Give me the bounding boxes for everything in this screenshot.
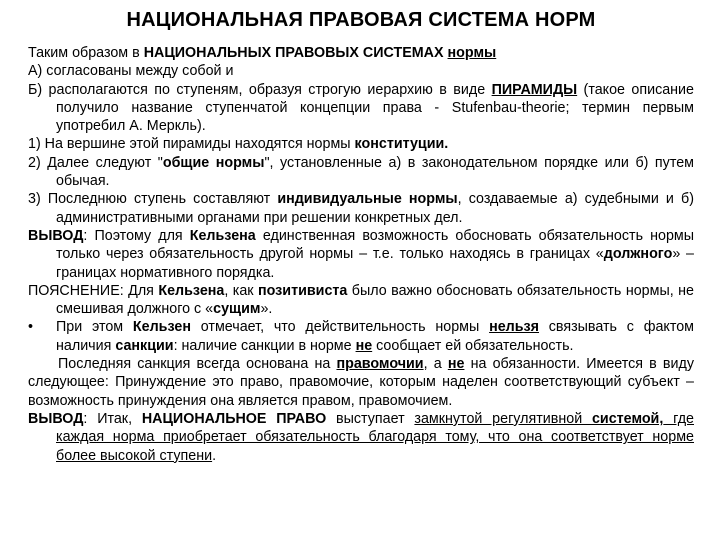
text-run: ", установленные а) в законодательном порядке или б) путем обычая. bbox=[56, 154, 694, 190]
paragraph bbox=[28, 410, 694, 465]
paragraph bbox=[28, 227, 694, 282]
text-run: 2) Далее следуют " bbox=[28, 154, 163, 171]
text-run: 3) Последнюю ступень составляют bbox=[28, 191, 278, 208]
text-run: индивидуальные нормы bbox=[277, 191, 458, 208]
bullet-paragraph bbox=[28, 318, 694, 355]
text-run: , а bbox=[423, 356, 448, 373]
text-run: ВЫВОД bbox=[28, 410, 84, 427]
text-run: правомочии bbox=[336, 356, 424, 373]
text-run: замкнутой регулятивной bbox=[414, 410, 592, 427]
text-run: НАЦИОНАЛЬНОЕ ПРАВО bbox=[141, 410, 327, 427]
text-run: должного bbox=[603, 246, 673, 263]
text-run: 1) На вершине этой пирамиды находятся нормы bbox=[28, 136, 355, 153]
paragraph bbox=[28, 190, 694, 227]
paragraph bbox=[28, 355, 694, 410]
text-run: Таким образом в bbox=[28, 45, 144, 61]
paragraph bbox=[28, 44, 694, 62]
text-run: санкции bbox=[115, 337, 174, 354]
text-run: конституции. bbox=[354, 136, 449, 153]
text-run: выступает bbox=[326, 410, 415, 427]
paragraph bbox=[28, 154, 694, 191]
bullet-icon: • bbox=[28, 319, 34, 336]
text-run: позитивиста bbox=[258, 282, 348, 299]
text-run: Кельзен bbox=[132, 319, 191, 336]
text-run: А) согласованы между собой и bbox=[28, 63, 234, 80]
text-run: При этом bbox=[56, 319, 133, 336]
paragraph bbox=[28, 135, 694, 153]
text-run: отмечает, что действительность нормы bbox=[190, 319, 490, 336]
text-run: не bbox=[447, 356, 465, 373]
text-run: : Поэтому для bbox=[83, 227, 190, 244]
text-run: , создаваемые а) судебными и б) административными органами при решении конкретных дел. bbox=[56, 191, 694, 226]
text-run: НАЦИОНАЛЬНЫХ ПРАВОВЫХ СИСТЕМАХ bbox=[143, 45, 444, 61]
slide-title: НАЦИОНАЛЬНАЯ ПРАВОВАЯ СИСТЕМА НОРМ bbox=[126, 9, 596, 31]
text-run: не bbox=[355, 337, 373, 354]
text-run: Кельзена bbox=[189, 227, 256, 244]
text-run: ». bbox=[260, 301, 273, 318]
text-run: : наличие санкции в норме bbox=[173, 337, 356, 354]
text-run: связывать с фактом наличия bbox=[56, 319, 695, 354]
text-run: нельзя bbox=[489, 319, 539, 336]
paragraph bbox=[28, 62, 694, 80]
text-run: на обязанности. Имеется в виду следующее: Принуждение это право, правомочие, которым наделен соответствующий субъект – возможность принуждения она является правом, правомочием. bbox=[28, 356, 695, 409]
text-run: сообщает ей обязательность. bbox=[372, 337, 574, 354]
text-run: : Итак, bbox=[83, 410, 142, 427]
paragraph bbox=[28, 282, 694, 319]
text-run: : Для bbox=[119, 282, 159, 299]
text-run: ПОЯСНЕНИЕ bbox=[28, 282, 120, 299]
slide-body bbox=[28, 44, 694, 465]
text-run: . bbox=[212, 447, 217, 464]
text-run: Б) располагаются по ступеням, образуя строгую иерархию в виде bbox=[28, 81, 492, 98]
text-run: ПИРАМИДЫ bbox=[491, 81, 578, 98]
text-run: (такое описание получило название ступенчатой концепции права - Stufenbau-theorie; термин первым употребил А. Меркль). bbox=[56, 81, 694, 135]
text-run: Кельзена bbox=[158, 282, 225, 299]
text-run: общие нормы bbox=[162, 154, 265, 171]
text-run: Последняя санкция всегда основана на bbox=[58, 356, 337, 373]
text-run: » – границах нормативного порядка. bbox=[56, 246, 694, 281]
text-run: единственная возможность обосновать обязательность нормы только через обязательность другой нормы – т.е. только находясь в границах « bbox=[56, 227, 694, 263]
text-run: системой, bbox=[591, 410, 664, 427]
text-run: ВЫВОД bbox=[28, 227, 84, 244]
text-run: , как bbox=[224, 282, 258, 299]
text-run: нормы bbox=[447, 45, 497, 61]
text-run: сущим bbox=[213, 301, 261, 318]
text-run: было важно обосновать обязательность нормы, не смешивая должного с « bbox=[56, 282, 694, 318]
text-run: где каждая норма приобретает обязательность благодаря тому, что она соответствует норме более высокой ступени bbox=[56, 410, 694, 464]
paragraph bbox=[28, 81, 694, 136]
